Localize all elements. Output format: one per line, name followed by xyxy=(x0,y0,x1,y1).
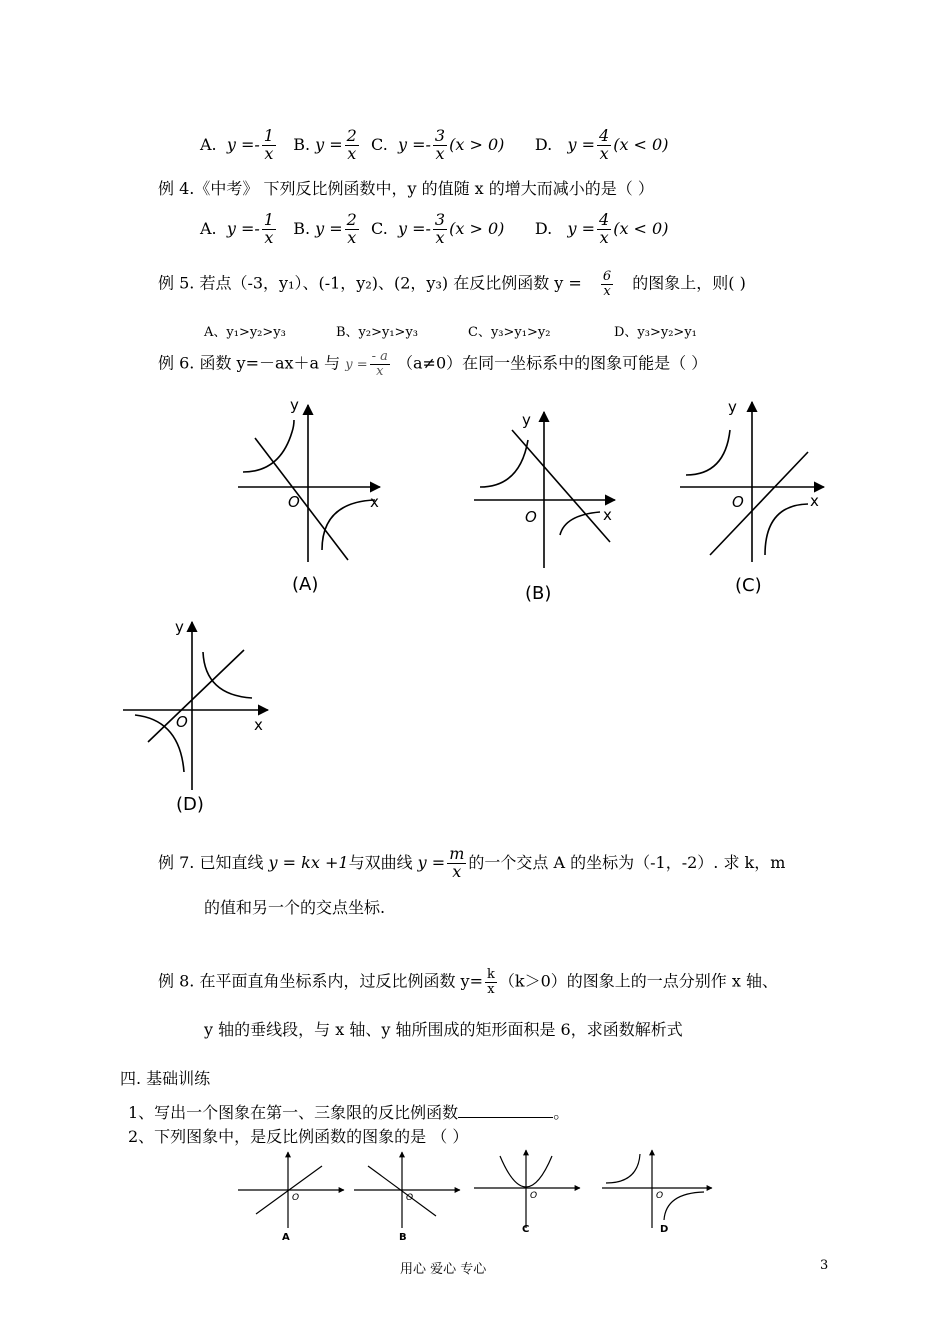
example-4-question: 例 4.《中考》 下列反比例函数中，y 的值随 x 的增大而减小的是（ ） xyxy=(158,179,654,198)
ex6-graphs xyxy=(0,390,950,830)
section4-graphs xyxy=(236,1148,736,1248)
graph-c-label: (C) xyxy=(735,575,762,596)
example-8-question: 例 8. 在平面直角坐标系内，过反比例函数 y= $\frac{k}{x}$ （k＞0）的图象上的一点分别作 x 轴、 xyxy=(158,967,778,997)
graph-c-y-label: y xyxy=(728,398,737,416)
graph-d-x-label: x xyxy=(254,716,263,734)
example-7-question: 例 7. 已知直线 y = kx +1与双曲线 y = $\frac{m}{x}$ 的一个交点 A 的坐标为（-1，-2）. 求 k，m xyxy=(158,844,786,881)
graph-a xyxy=(238,396,380,595)
choice-d-origin: O xyxy=(656,1191,664,1201)
graph-d xyxy=(123,618,268,815)
choice-c-origin: O xyxy=(530,1191,538,1201)
graph-d-label: (D) xyxy=(176,794,204,815)
graph-c-origin: O xyxy=(732,493,744,511)
footer-center: 用心 爱心 专心 xyxy=(400,1262,487,1277)
example-6-question: 例 6. 函数 y=－ax＋a 与 y = $\frac{- a}{x}$ （a≠0）在同一坐标系中的图象可能是（ ） xyxy=(158,349,708,379)
graph-a-label: (A) xyxy=(292,574,319,595)
graph-b xyxy=(474,411,615,604)
answer-blank[interactable] xyxy=(458,1103,553,1118)
choice-graph-c xyxy=(474,1150,580,1235)
choice-b-origin: O xyxy=(406,1193,414,1203)
graph-a-origin: O xyxy=(288,493,300,511)
choice-graph-d xyxy=(602,1150,712,1235)
section-4-title: 四. 基础训练 xyxy=(120,1069,211,1088)
graph-c-x-label: x xyxy=(810,492,819,510)
page-number: 3 xyxy=(820,1258,829,1273)
graph-b-origin: O xyxy=(525,508,537,526)
choice-graph-b xyxy=(354,1152,460,1243)
graph-a-y-label: y xyxy=(290,396,299,414)
graph-a-x-label: x xyxy=(370,493,379,511)
graph-b-y-label: y xyxy=(522,411,531,429)
example-7-continued: 的值和另一个的交点坐标. xyxy=(204,898,386,917)
example-8-continued: y 轴的垂线段，与 x 轴、y 轴所围成的矩形面积是 6，求函数解析式 xyxy=(204,1020,683,1039)
choice-b-label: B xyxy=(399,1232,407,1243)
ex4-options: A. y =- $\frac{1}{x}$ B. y = $\frac{2}{x}$ C. y =- $\frac{3}{x}$ (x > 0) D. y = $\frac{4}{x}$ (x < 0) xyxy=(200,210,669,247)
graph-d-origin: O xyxy=(176,713,188,731)
graph-d-y-label: y xyxy=(175,618,184,636)
choice-a-label: A xyxy=(282,1232,290,1243)
ex5-options: A、y₁>y₂>y₃ B、y₂>y₁>y₃ C、y₃>y₁>y₂ D、y₃>y₂>y₁ xyxy=(204,325,697,340)
example-5-question: 例 5. 若点（-3，y₁）、(-1，y₂)、(2，y₃) 在反比例函数 y = $\frac{6}{x}$ 的图象上，则( ) xyxy=(158,269,746,299)
graph-b-x-label: x xyxy=(603,506,612,524)
choice-graph-a xyxy=(238,1152,344,1243)
choice-a-origin: O xyxy=(292,1193,300,1203)
section-4-q1: 1、写出一个图象在第一、三象限的反比例函数 。 xyxy=(128,1103,570,1122)
choice-d-label: D xyxy=(660,1224,669,1235)
graph-c xyxy=(680,398,824,596)
ex3-options: A. y =- $\frac{1}{x}$ B. y = $\frac{2}{x}$ C. y =- $\frac{3}{x}$ (x > 0) D. y = $\frac{4}{x}$ (x < 0) xyxy=(200,126,669,163)
choice-c-label: C xyxy=(522,1224,530,1235)
section-4-q2: 2、下列图象中，是反比例函数的图象的是 （ ） xyxy=(128,1127,469,1146)
graph-b-label: (B) xyxy=(525,583,552,604)
